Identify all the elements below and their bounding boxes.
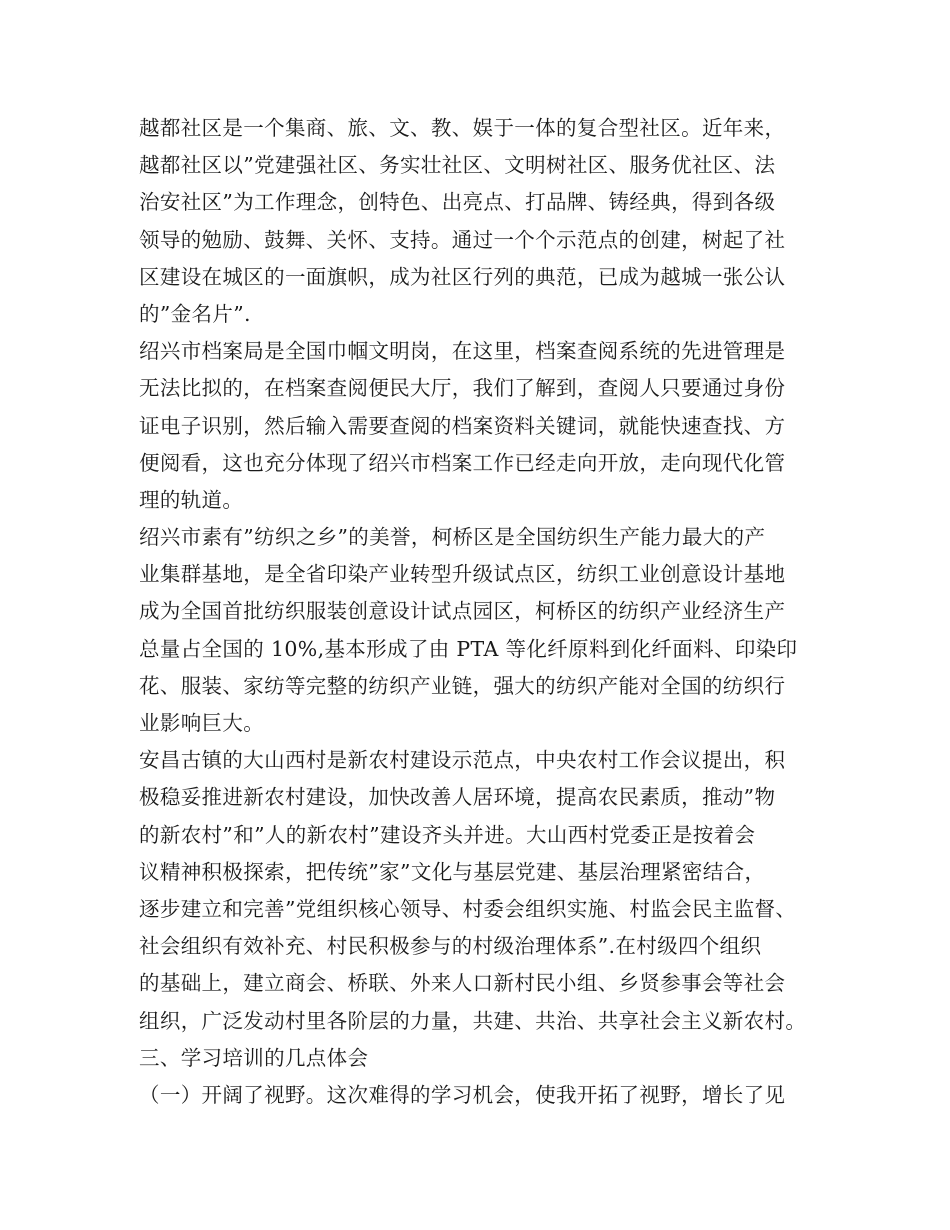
text-line: 总量占全国的 10%,基本形成了由 PTA 等化纤原料到化纤面料、印染印 [139, 636, 798, 661]
text-line: 治安社区”为工作理念，创特色、出亮点、打品牌、铸经典，得到各级 [139, 190, 776, 215]
text-line: 逐步建立和完善”党组织核心领导、村委会组织实施、村监会民主监督、 [139, 896, 797, 921]
text-line: 议精神积极探索，把传统”家”文化与基层党建、基层治理紧密结合， [139, 859, 766, 884]
section-heading: 三、学习培训的几点体会 [139, 1045, 369, 1070]
text-line: 理的轨道。 [139, 487, 244, 512]
text-line: 的新农村”和”人的新农村”建设齐头并进。大山西村党委正是按着会 [139, 822, 756, 847]
text-line: 业集群基地，是全省印染产业转型升级试点区，纺织工业创意设计基地 [139, 562, 786, 587]
text-line: 花、服装、家纺等完整的纺织产业链，强大的纺织产能对全国的纺织行 [139, 673, 786, 698]
text-line: 组织，广泛发动村里各阶层的力量，共建、共治、共享社会主义新农村。 [139, 1008, 807, 1033]
text-line: 便阅看，这也充分体现了绍兴市档案工作已经走向开放，走向现代化管 [139, 450, 786, 475]
text-line: 越都社区是一个集商、旅、文、教、娱于一体的复合型社区。近年来， [139, 116, 786, 140]
text-line: 越都社区以”党建强社区、务实壮社区、文明树社区、服务优社区、法 [139, 153, 776, 178]
body-text [139, 110, 829, 1114]
text-line: 社会组织有效补充、村民积极参与的村级治理体系”.在村级四个组织 [139, 934, 762, 959]
text-line: 绍兴市档案局是全国巾帼文明岗，在这里，档案查阅系统的先进管理是 [139, 339, 786, 364]
text-line: 绍兴市素有”纺织之乡”的美誉，柯桥区是全国纺织生产能力最大的产 [139, 525, 766, 550]
text-line: 业影响巨大。 [139, 711, 265, 735]
text-line: 领导的勉励、鼓舞、关怀、支持。通过一个个示范点的创建，树起了社 [139, 227, 786, 252]
text-line: 极稳妥推进新农村建设，加快改善人居环境，提高农民素质，推动”物 [139, 785, 776, 810]
text-line: 的”金名片”. [139, 301, 251, 326]
text-line: 无法比拟的，在档案查阅便民大厅，我们了解到，查阅人只要通过身份 [139, 376, 786, 401]
text-line: 的基础上，建立商会、桥联、外来人口新村民小组、乡贤参事会等社会 [139, 971, 786, 996]
text-line: 区建设在城区的一面旗帜，成为社区行列的典范，已成为越城一张公认 [139, 264, 786, 289]
text-line: 证电子识别，然后输入需要查阅的档案资料关键词，就能快速查找、方 [139, 413, 786, 438]
text-line: （一）开阔了视野。这次难得的学习机会，使我开拓了视野，增长了见 [139, 1082, 786, 1107]
text-line: 安昌古镇的大山西村是新农村建设示范点，中央农村工作会议提出，积 [139, 748, 786, 773]
text-line: 成为全国首批纺织服装创意设计试点园区，柯桥区的纺织产业经济生产 [139, 599, 786, 624]
